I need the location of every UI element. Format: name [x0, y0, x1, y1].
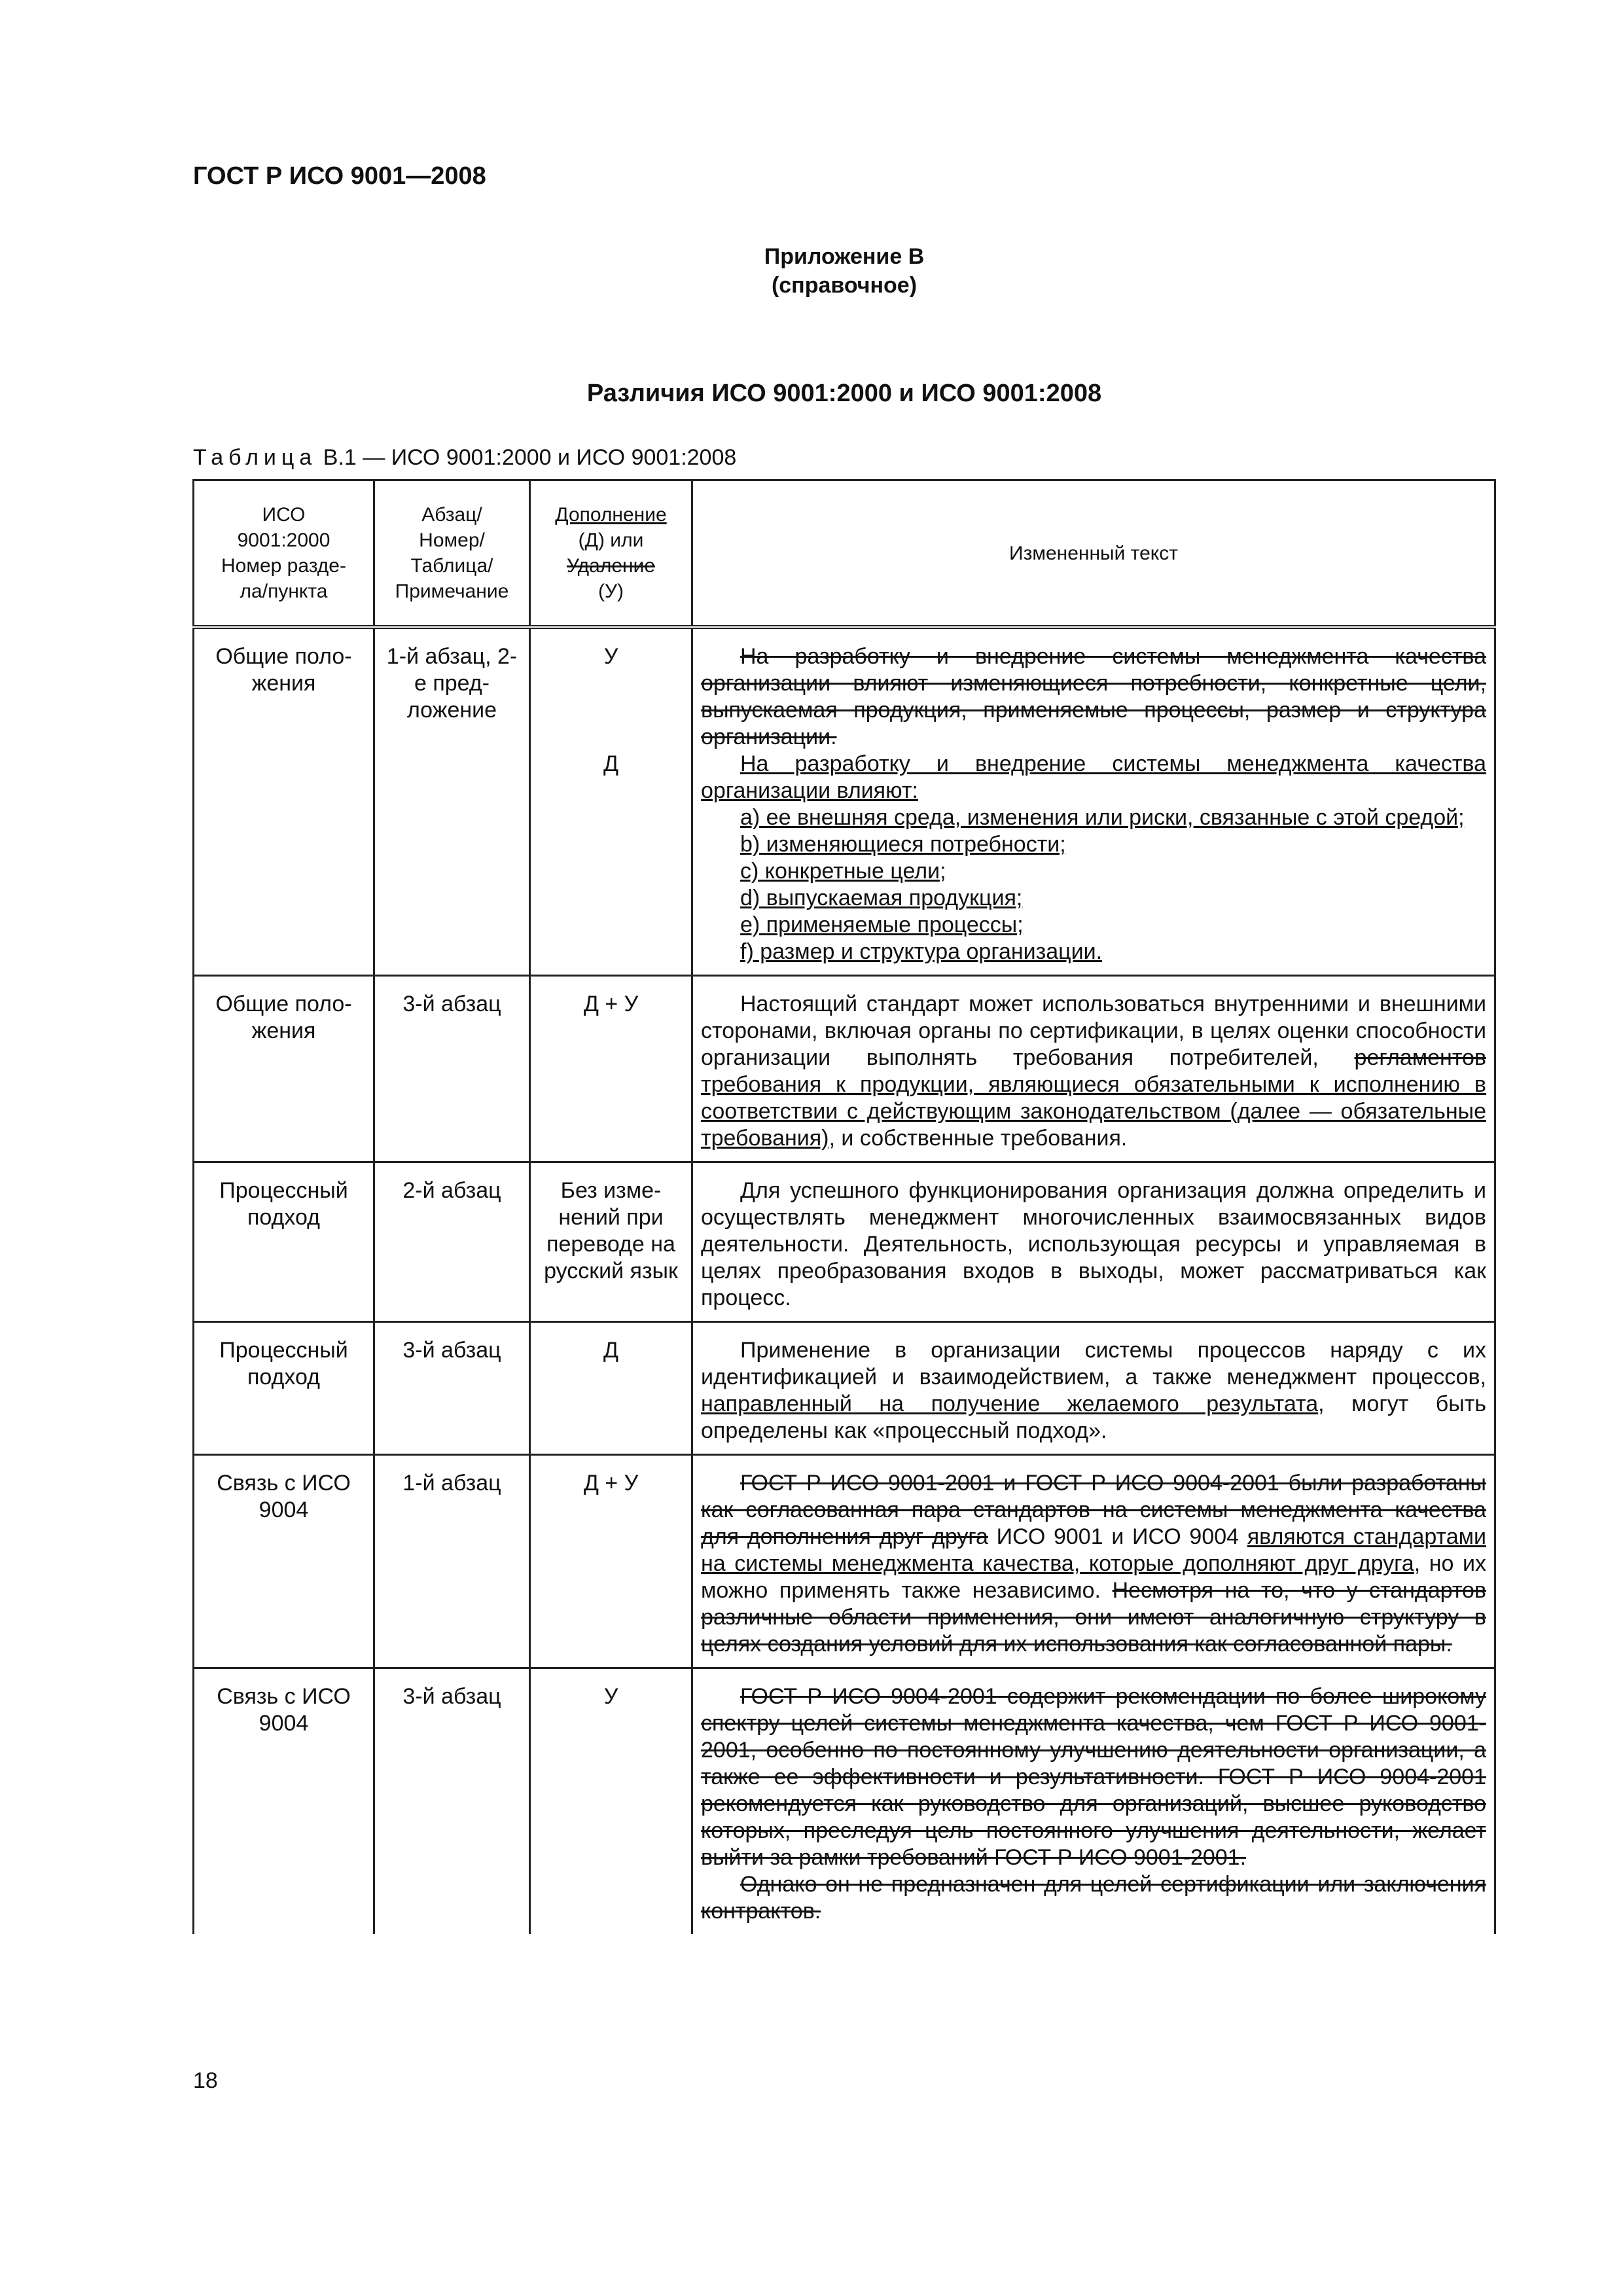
row-section: Общие поло-жения [194, 627, 374, 976]
row-action: Д + У [530, 1455, 692, 1668]
table-row [194, 976, 1495, 1162]
row-action: Д + У [530, 976, 692, 1162]
row-action: Без изме-нений при переводе на русский язык [530, 1162, 692, 1322]
header-changed-text: Измененный текст [692, 480, 1495, 628]
list-item: e) применяемые процессы; [740, 912, 1024, 937]
list-item: f) размер и структура организации. [740, 939, 1103, 964]
page-number: 18 [193, 2068, 218, 2093]
row-paragraph: 2-й абзац [374, 1162, 530, 1322]
section-title: Различия ИСО 9001:2000 и ИСО 9001:2008 [586, 380, 1102, 407]
row-section: Общие поло-жения [194, 976, 374, 1162]
unchanged-text: , могут быть определены как «процессный подход». [701, 1391, 1486, 1443]
unchanged-text: Настоящий стандарт может использоваться внутренними и внешними сторонами, включая органы по сертификации, в целях оценки способности организации выполнять требования потребителей, [701, 992, 1486, 1070]
table-row [194, 1668, 1495, 1935]
document-title: ГОСТ Р ИСО 9001—2008 [193, 162, 486, 190]
row-section: Связь с ИСО 9004 [194, 1668, 374, 1935]
header-action: Дополнение (Д) или Удаление (У) [530, 480, 692, 628]
row-action: У Д [530, 627, 692, 976]
annex-type: (справочное) [771, 273, 918, 298]
row-changed-text [692, 1455, 1495, 1668]
deleted-text: Несмотря на то, что у стандартов различные области применения, они имеют аналогичную структуру в целях создания условий для их использования как согласованной пары. [701, 1578, 1486, 1657]
table-header-row [194, 480, 1495, 628]
list-item: a) ее внешняя среда, изменения или риски, связанные с этой средой; [740, 805, 1465, 830]
row-changed-text [692, 1322, 1495, 1455]
unchanged-text: ИСО 9001 и ИСО 9004 [988, 1524, 1247, 1549]
table-row [194, 627, 1495, 976]
unchanged-text: и собственные требования. [834, 1126, 1128, 1151]
row-changed-text [692, 1162, 1495, 1322]
row-changed-text [692, 627, 1495, 976]
table-row [194, 1162, 1495, 1322]
row-section: Процессный подход [194, 1162, 374, 1322]
deleted-text: ГОСТ Р ИСО 9004-2001 содержит рекомендации по более широкому спектру целей системы менеджмента качества, чем ГОСТ Р ИСО 9001-2001, особенно по постоянному улучшению деятельности организации, а также ее эффективности и результативности. ГОСТ Р ИСО 9004-2001 рекомендуется как руководство для организаций, высшее руководство которых, преследуя цель постоянного улучшения деятельности, желает выйти за рамки требований ГОСТ Р ИСО 9001-2001. [701, 1684, 1486, 1870]
header-paragraph: Абзац/ Номер/ Таблица/ Примечание [374, 480, 530, 628]
table-caption-label: Таблица [193, 445, 317, 470]
annex-heading [0, 242, 1623, 300]
added-text: На разработку и внедрение системы менеджмента качества организации влияют: [701, 751, 1486, 803]
list-item: c) конкретные цели; [740, 859, 946, 884]
row-changed-text [692, 1668, 1495, 1935]
differences-table [192, 479, 1496, 1934]
unchanged-text: Для успешного функционирования организация должна определить и осуществлять менеджмент многочисленных взаимосвязанных видов деятельности. Деятельность, использующая ресурсы и управляемая в целях преобразования входов в выходы, может рассматриваться как процесс. [701, 1178, 1486, 1310]
annex-title: Приложение В [764, 244, 925, 269]
added-text: направленный на получение желаемого результата [701, 1391, 1319, 1416]
list-item: d) выпускаемая продукция; [740, 886, 1023, 910]
table-row [194, 1455, 1495, 1668]
deleted-text: регламентов [1354, 1045, 1486, 1070]
row-paragraph: 3-й абзац [374, 1322, 530, 1455]
row-section: Процессный подход [194, 1322, 374, 1455]
row-action: У [530, 1668, 692, 1935]
row-changed-text [692, 976, 1495, 1162]
row-action: Д [530, 1322, 692, 1455]
deleted-text: Однако он не предназначен для целей сертификации или заключения контрактов. [701, 1872, 1486, 1924]
row-section: Связь с ИСО 9004 [194, 1455, 374, 1668]
row-paragraph: 3-й абзац [374, 1668, 530, 1935]
deleted-text: На разработку и внедрение системы менеджмента качества организации влияют изменяющиеся потребности, конкретные цели, выпускаемая продукция, применяемые процессы, размер и структура организации. [701, 644, 1486, 749]
table-caption-text: В.1 — ИСО 9001:2000 и ИСО 9001:2008 [323, 445, 737, 470]
deleted-text: ГОСТ Р ИСО 9001-2001 и ГОСТ Р ИСО 9004-2001 были разработаны как согласованная пара стандартов на системы менеджмента качества для дополнения друг друга [701, 1471, 1486, 1549]
header-section-number: ИСО 9001:2000 Номер разде- ла/пункта [194, 480, 374, 628]
table-row [194, 1322, 1495, 1455]
added-text: требования к продукции, являющиеся обязательными к исполнению в соответствии с действующим законодательством (далее — обязательные требования), [701, 1072, 1486, 1151]
row-paragraph: 1-й абзац, 2-е пред-ложение [374, 627, 530, 976]
unchanged-text: , но их можно применять также независимо. [701, 1551, 1486, 1603]
row-paragraph: 1-й абзац [374, 1455, 530, 1668]
list-item: b) изменяющиеся потребности; [740, 832, 1066, 857]
unchanged-text: Применение в организации системы процессов наряду с их идентификацией и взаимодействием, а также менеджмент процессов, [701, 1338, 1486, 1390]
added-text: являются стандартами на системы менеджмента качества, которые дополняют друг друга [701, 1524, 1486, 1576]
table-caption [193, 445, 736, 471]
row-paragraph: 3-й абзац [374, 976, 530, 1162]
